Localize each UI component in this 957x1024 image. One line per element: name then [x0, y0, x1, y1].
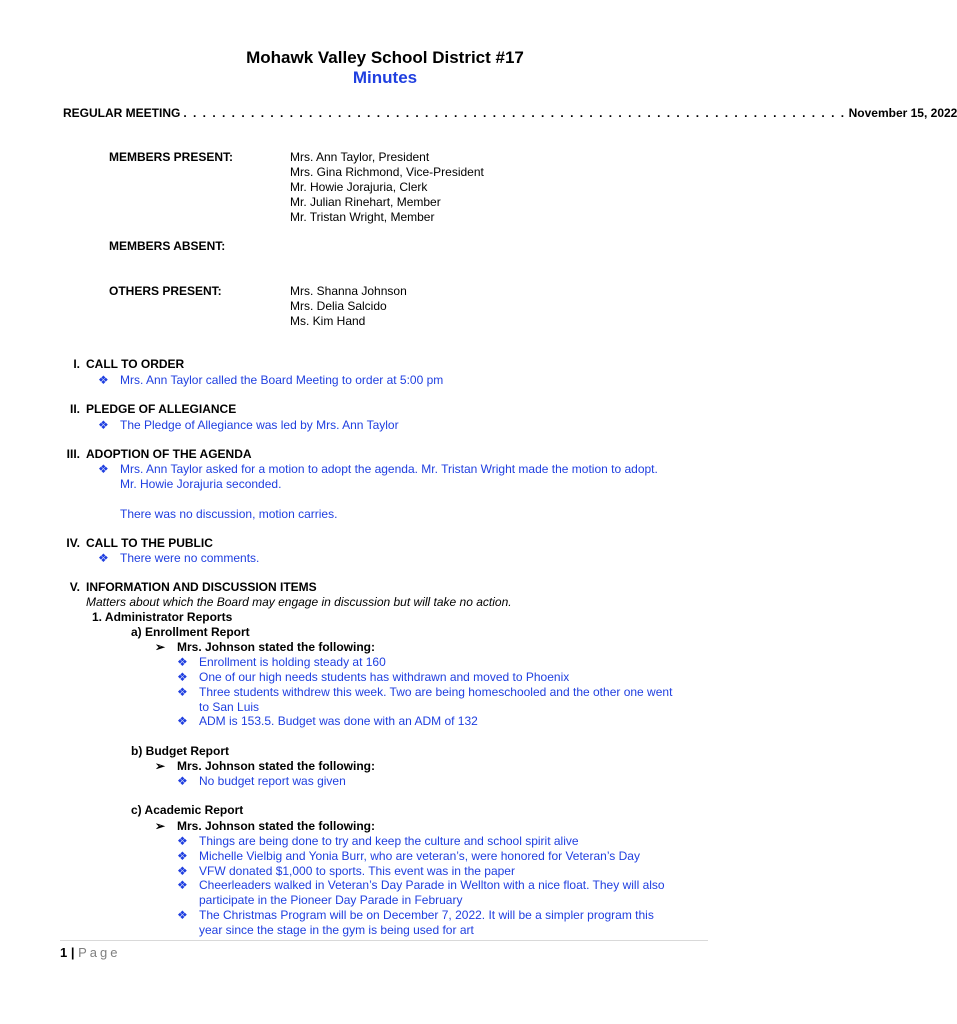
diamond-bullet-icon: ❖ — [177, 864, 188, 878]
diamond-bullet-icon: ❖ — [98, 418, 109, 432]
list-item: ❖ Enrollment is holding steady at 160 — [177, 655, 386, 669]
diamond-bullet-icon: ❖ — [177, 670, 188, 684]
document-page: Mohawk Valley School District #17 Minutes REGULAR MEETING . . . . . . . . . . . . . . . . . . . . . . . . . . . . . . . . . . . . . . . . . . . . . . . . . . . . . . . . . . . . . . . . . . . . . November 15, 2022 MEMBERS PRESENT: Mrs. Ann Taylor, President Mrs. Gina Richmond, Vice-President Mr. Howie Jorajuria, Clerk Mr. Julian Rinehart, Member Mr. Tristan Wright, Member MEMBERS ABSENT: OTHERS PRESENT: Mrs. Shanna Johnson Mrs. Delia Salcido Ms. Kim Hand I. CALL TO ORDER ❖ Mrs. Ann Taylor called the Board Meeting to order at 5:00 pm II. PLEDGE OF ALLEGIANCE ❖ The Pledge of Allegiance was led by Mrs. Ann Taylor III. ADOPTION OF THE AGENDA ❖ Mrs. Ann Taylor asked for a motion to adopt the agenda. Mr. Tristan Wright made the motion to adopt. Mr. Howie Jorajuria seconded. There was no discussion, motion carries. IV. CALL TO THE PUBLIC ❖ There were no comments. V. INFORMATION AND DISCUSSION ITEMS Matters about which the Board may engage in discussion but will take no action. 1. Administrator Reports a) Enrollment Report ➢ Mrs. Johnson stated the following: ❖ Enrollment is holding steady at 160 ❖ One of our high needs students has withdrawn and moved to Phoenix ❖ Three students withdrew this week. Two are being homeschooled and the other one went to San Luis ❖ ADM is 153.5. Budget was done with an ADM of 132 b) Budget Report ➢ Mrs. Johnson stated the following: ❖ No budget report was given c) Academic Report ➢ Mrs. Johnson stated the following: ❖ Things are being done to try and keep the culture and school spirit alive ❖ Michelle Vielbig and Yonia Burr, who are veteran’s, were honored for Veteran’s Day ❖ VFW donated $1,000 to sports. This event was in the paper ❖ Cheerleaders walked in Veteran’s Day Parade in Wellton with a nice float. They will also participate in the Pioneer Day Parade in February ❖ The Christmas Program will be on December 7, 2022. It will be a simpler program this year since the stage in the gym is being used for art 1 | Page — [0, 0, 770, 1024]
diamond-bullet-icon: ❖ — [177, 834, 188, 848]
section-number: V. — [69, 580, 80, 594]
dot-leader: . . . . . . . . . . . . . . . . . . . . . . . . . . . . . . . . . . . . . . . . . . . . . . . . . . . . . . . . . . . . . . . . . . . . . — [183, 106, 846, 120]
list-item: ❖ There were no comments. — [98, 551, 260, 565]
district-title: Mohawk Valley School District #17 — [246, 48, 524, 67]
diamond-bullet-icon: ❖ — [177, 655, 188, 669]
diamond-bullet-icon: ❖ — [98, 551, 109, 565]
member-name: Mrs. Gina Richmond, Vice-President — [290, 165, 484, 179]
others-present-label: OTHERS PRESENT: — [109, 284, 222, 298]
stated-line: ➢ Mrs. Johnson stated the following: — [155, 819, 375, 833]
meeting-line — [63, 106, 957, 120]
list-item: ❖ Things are being done to try and keep the culture and school spirit alive — [177, 834, 579, 848]
arrow-bullet-icon: ➢ — [155, 759, 166, 773]
other-name: Ms. Kim Hand — [290, 314, 366, 328]
diamond-bullet-icon: ❖ — [177, 908, 188, 922]
section-number: II. — [69, 402, 80, 416]
members-present-label: MEMBERS PRESENT: — [109, 150, 234, 164]
section-title: CALL TO THE PUBLIC — [86, 536, 213, 550]
diamond-bullet-icon: ❖ — [177, 714, 188, 728]
page-footer — [60, 945, 120, 960]
other-name: Mrs. Shanna Johnson — [290, 284, 407, 298]
member-name: Mr. Howie Jorajuria, Clerk — [290, 180, 428, 194]
list-item: ❖ No budget report was given — [177, 774, 346, 788]
footer-separator: | — [67, 945, 79, 960]
stated-line: ➢ Mrs. Johnson stated the following: — [155, 759, 375, 773]
minutes-heading: Minutes — [352, 68, 418, 87]
page-word: Page — [78, 945, 121, 960]
list-item: ❖ Cheerleaders walked in Veteran’s Day Parade in Wellton with a nice float. They will also participate in the Pioneer Day Parade in February — [177, 878, 665, 907]
members-absent-label: MEMBERS ABSENT: — [109, 239, 226, 253]
page-number: 1 — [60, 945, 68, 960]
section-title: PLEDGE OF ALLEGIANCE — [86, 402, 237, 416]
member-name: Mr. Tristan Wright, Member — [290, 210, 435, 224]
others-present-list — [290, 284, 407, 329]
section-title: CALL TO ORDER — [86, 357, 185, 371]
member-name: Mrs. Ann Taylor, President — [290, 150, 430, 164]
diamond-bullet-icon: ❖ — [177, 774, 188, 788]
section-title: INFORMATION AND DISCUSSION ITEMS — [86, 580, 317, 594]
section-number: III. — [66, 447, 80, 461]
members-present-list — [290, 150, 484, 225]
section-title: ADOPTION OF THE AGENDA — [86, 447, 252, 461]
section-number: I. — [73, 357, 80, 371]
list-item: ❖ Mrs. Ann Taylor called the Board Meeting to order at 5:00 pm — [98, 373, 444, 387]
member-name: Mr. Julian Rinehart, Member — [290, 195, 441, 209]
arrow-bullet-icon: ➢ — [155, 640, 166, 654]
diamond-bullet-icon: ❖ — [98, 373, 109, 387]
footer-divider — [60, 940, 708, 941]
list-item: ❖ One of our high needs students has withdrawn and moved to Phoenix — [177, 670, 570, 684]
diamond-bullet-icon: ❖ — [98, 462, 109, 476]
list-item: ❖ Mrs. Ann Taylor asked for a motion to adopt the agenda. Mr. Tristan Wright made the motion to adopt. Mr. Howie Jorajuria seconded. — [98, 462, 658, 491]
arrow-bullet-icon: ➢ — [155, 819, 166, 833]
diamond-bullet-icon: ❖ — [177, 878, 188, 892]
section-subtitle: Matters about which the Board may engage in discussion but will take no action. — [86, 595, 512, 609]
list-item: ❖ ADM is 153.5. Budget was done with an ADM of 132 — [177, 714, 478, 728]
diamond-bullet-icon: ❖ — [177, 849, 188, 863]
list-item: ❖ The Pledge of Allegiance was led by Mrs. Ann Taylor — [98, 418, 399, 432]
section-number: IV. — [66, 536, 80, 550]
list-item: ❖ Three students withdrew this week. Two are being homeschooled and the other one went to San Luis — [177, 685, 673, 714]
diamond-bullet-icon: ❖ — [177, 685, 188, 699]
list-item: ❖ Michelle Vielbig and Yonia Burr, who are veteran’s, were honored for Veteran’s Day — [177, 849, 640, 863]
motion-note: There was no discussion, motion carries. — [120, 507, 338, 521]
other-name: Mrs. Delia Salcido — [290, 299, 387, 313]
list-item: ❖ The Christmas Program will be on December 7, 2022. It will be a simpler program this year since the stage in the gym is being used for art — [177, 908, 654, 937]
list-item: ❖ VFW donated $1,000 to sports. This event was in the paper — [177, 864, 515, 878]
stated-line: ➢ Mrs. Johnson stated the following: — [155, 640, 375, 654]
meeting-type: REGULAR MEETING — [63, 106, 181, 120]
meeting-date: November 15, 2022 — [848, 106, 957, 120]
